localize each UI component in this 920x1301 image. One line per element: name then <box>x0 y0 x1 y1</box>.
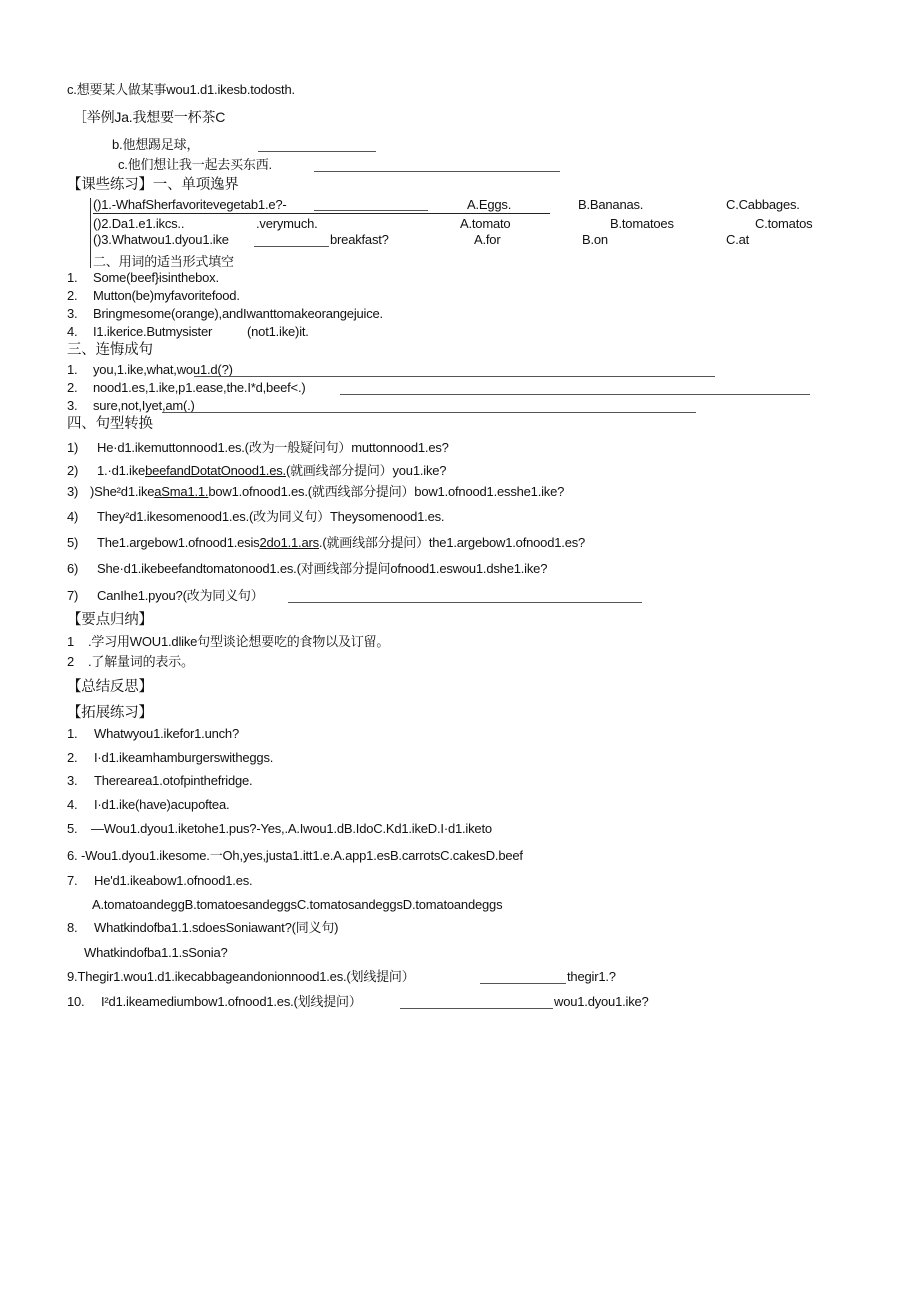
mc-question-3-tail: breakfast? <box>330 232 389 247</box>
item-number: 1. <box>67 270 78 285</box>
summary-heading: 【要点归纳】 <box>67 612 153 628</box>
item-number: 5) <box>67 535 79 550</box>
answer-blank[interactable] <box>194 376 715 377</box>
underlined-text: aSma1.1. <box>154 484 209 499</box>
mc-question-2-tail: .verymuch. <box>256 216 318 231</box>
mc-2-option-c: C.tomatos <box>755 216 813 231</box>
fill-item-tail: (not1.ike)it. <box>247 324 309 339</box>
extend-item <box>67 969 415 985</box>
intro-c-line: c.想要某人做某事wou1.d1.ikesb.todosth. <box>67 82 295 97</box>
extend-item-tail: wou1.dyou1.ike? <box>554 994 649 1009</box>
item-text: (就画线部分提问）you1.ike? <box>285 463 447 478</box>
item-text: )She²d1.ike <box>90 484 155 499</box>
mc-1-option-c: C.Cabbages. <box>726 197 800 212</box>
item-number: 4. <box>67 797 78 812</box>
transform-heading: 四、句型转换 <box>67 416 153 432</box>
mc-2-option-b: B.tomatoes <box>610 216 674 231</box>
item-number: 2. <box>67 380 78 395</box>
transform-item: They²d1.ikesomenood1.es.(改为同义句）Theysomenood1.es. <box>97 509 445 524</box>
transform-item: He·d1.ikemuttonnood1.es.(改为一般疑问句）muttonnood1.es? <box>97 440 449 455</box>
order-item: nood1.es,1.ike,p1.ease,the.I*d,beef<.) <box>93 380 306 395</box>
answer-blank[interactable] <box>162 412 696 413</box>
answer-blank[interactable] <box>480 983 566 984</box>
fill-item: Some(beef}isinthebox. <box>93 270 219 285</box>
fill-item: Bringmesome(orange),andIwanttomakeorangejuice. <box>93 306 383 321</box>
divider <box>93 213 550 214</box>
answer-blank[interactable] <box>314 171 560 172</box>
extend-heading: 【拓展练习】 <box>67 705 153 721</box>
order-item: sure,not,Iyet,am(.) <box>93 398 195 413</box>
margin-line <box>90 198 91 268</box>
extend-item: I²d1.ikeamediumbow1.ofnood1.es.(划线提问） <box>101 994 362 1009</box>
mc-question-3: ()3.Whatwou1.dyou1.ike <box>93 232 229 247</box>
answer-blank[interactable] <box>254 246 329 247</box>
underlined-text: 2do1.1.ars <box>259 535 319 550</box>
mc-2-option-a: A.tomato <box>460 216 511 231</box>
mc-question-2: ()2.Da1.e1.ikcs.. <box>93 216 185 231</box>
mc-3-option-c: C.at <box>726 232 750 247</box>
item-number: 1) <box>67 440 79 455</box>
item-number: 4) <box>67 509 79 524</box>
item-number: 6. <box>67 848 78 863</box>
extend-item: He'd1.ikeabow1.ofnood1.es. <box>94 873 253 888</box>
item-number: 2. <box>67 288 78 303</box>
reflect-heading: 【总结反思】 <box>67 679 153 695</box>
fill-item: I1.ikerice.Butmysister <box>93 324 213 339</box>
item-number: 1 <box>67 634 75 649</box>
summary-item: .了解量词的表示。 <box>88 654 194 669</box>
item-number: 3. <box>67 306 78 321</box>
transform-item <box>97 535 585 551</box>
item-number: 1. <box>67 362 78 377</box>
answer-blank[interactable] <box>400 1008 553 1009</box>
item-number: 2) <box>67 463 79 478</box>
order-heading: 三、连悔成句 <box>67 342 153 358</box>
fill-heading: 二、用词的适当形式填空 <box>93 254 234 269</box>
item-number: 3) <box>67 484 79 499</box>
extend-item: -Wou1.dyou1.ikesome.一Oh,yes,justa1.itt1.e.A.app1.esB.carrotsC.cakesD.beef <box>81 848 523 863</box>
item-text: 1.·d1.ike <box>97 463 146 478</box>
fill-item: Mutton(be)myfavoritefood. <box>93 288 240 303</box>
intro-c2-line: c.他们想让我一起去买东西. <box>118 157 272 172</box>
summary-item: .学习用WOU1.dlike句型谈论想要吃的食物以及订留。 <box>88 634 390 649</box>
mc-1-option-b: B.Bananas. <box>578 197 644 212</box>
mc-3-option-a: A.for <box>474 232 501 247</box>
transform-item <box>90 484 564 500</box>
item-number: 3. <box>67 398 78 413</box>
item-number: 2 <box>67 654 75 669</box>
answer-blank[interactable] <box>258 151 376 152</box>
item-number: 8. <box>67 920 78 935</box>
extend-item: I·d1.ikeamhamburgerswitheggs. <box>94 750 274 765</box>
answer-blank[interactable] <box>314 210 428 211</box>
answer-blank[interactable] <box>288 602 642 603</box>
underlined-text: beefandDotatOnood1.es. <box>145 463 286 478</box>
item-text: Thegir1.wou1.d1.ikecabbageandonionnood1.es.(划线提问） <box>77 969 415 984</box>
extend-item: Whatwyou1.ikefor1.unch? <box>94 726 239 741</box>
transform-item <box>97 463 446 479</box>
answer-blank[interactable] <box>340 394 810 395</box>
item-text: bow1.ofnood1.es.(就西线部分提问）bow1.ofnood1.esshe1.ike? <box>208 484 565 499</box>
item-number: 9. <box>67 969 78 984</box>
extend-item: I·d1.ike(have)acupoftea. <box>94 797 230 812</box>
item-number: 1. <box>67 726 78 741</box>
intro-b-line: b.他想踢足球， <box>112 137 200 152</box>
transform-item: She·d1.ikebeefandtomatonood1.es.(对画线部分提问ofnood1.eswou1.dshe1.ike? <box>97 561 548 576</box>
item-number: 2. <box>67 750 78 765</box>
extend-item: —Wou1.dyou1.iketohe1.pus?-Yes,.A.Iwou1.dB.IdoC.Kd1.ikeD.I·d1.iketo <box>91 821 492 836</box>
order-item: you,1.ike,what,wou1.d(?) <box>93 362 233 377</box>
extend-item-answer: Whatkindofba1.1.sSonia? <box>84 945 228 960</box>
item-number: 7) <box>67 588 79 603</box>
intro-example: ［举例Ja.我想要一杯茶C <box>73 109 226 125</box>
item-text: The1.argebow1.ofnood1.esis <box>97 535 260 550</box>
item-number: 7. <box>67 873 78 888</box>
item-number: 10. <box>67 994 85 1009</box>
transform-item: CanIhe1.pyou?(改为同义句） <box>97 588 264 603</box>
extend-item: Therearea1.otofpinthefridge. <box>94 773 253 788</box>
item-number: 5. <box>67 821 78 836</box>
mc-question-1: ()1.-WhafSherfavoritevegetab1.e?- <box>93 197 287 212</box>
practice-heading: 【课些练习】一、单项逸界 <box>67 177 239 193</box>
mc-3-option-b: B.on <box>582 232 608 247</box>
extend-item: Whatkindofba1.1.sdoesSoniawant?(同义句) <box>94 920 339 935</box>
item-number: 3. <box>67 773 78 788</box>
item-number: 4. <box>67 324 78 339</box>
extend-item-tail: thegir1.? <box>567 969 616 984</box>
item-number: 6) <box>67 561 79 576</box>
extend-item-options: A.tomatoandeggB.tomatoesandeggsC.tomatosandeggsD.tomatoandeggs <box>92 897 503 912</box>
mc-1-option-a: A.Eggs. <box>467 197 512 212</box>
item-text: .(就画线部分提问）the1.argebow1.ofnood1.es? <box>318 535 586 550</box>
